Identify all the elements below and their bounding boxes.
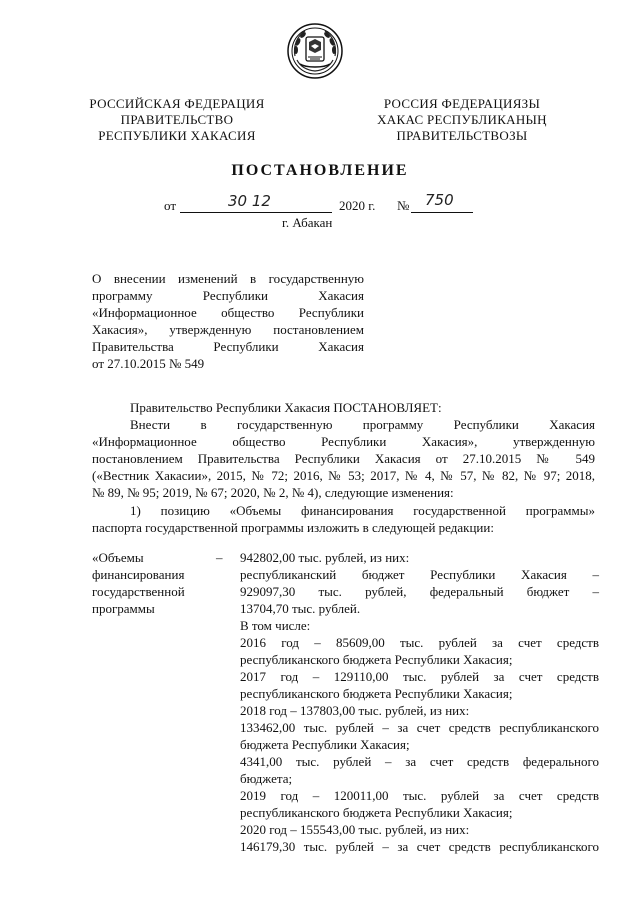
- table-right-line: 2020 год – 155543,00 тыс. рублей, из них:: [240, 822, 470, 837]
- header-right-line: ПРАВИТЕЛЬСТВОЗЫ: [396, 128, 528, 143]
- table-left-line: государственной: [92, 584, 185, 599]
- subject-line: от 27.10.2015 № 549: [92, 356, 205, 371]
- paragraph-line: постановлением Правительства Республики Хакасия от 27.10.2015 № 549: [92, 451, 595, 466]
- subject-line: программу Республики Хакасия: [92, 288, 364, 303]
- table-right-line: 2019 год – 120011,00 тыс. рублей за счет средств: [240, 788, 599, 803]
- table-right-line: республиканского бюджета Республики Хакасия;: [240, 652, 513, 667]
- paragraph-1: [92, 416, 595, 501]
- city: г. Абакан: [282, 215, 333, 230]
- subject-line: О внесении изменений в государственную: [92, 271, 364, 286]
- table-right-cell: [240, 549, 599, 855]
- subject-line: Правительства Республики Хакасия: [92, 339, 364, 354]
- paragraph-line: («Вестник Хакасии», 2015, № 72; 2016, № 53; 2017, № 4, № 57, № 82, № 97; 2018,: [92, 468, 595, 483]
- paragraph-line: № 89, № 95; 2019, № 67; 2020, № 2, № 4), следующие изменения:: [92, 485, 454, 500]
- header-left-line: РЕСПУБЛИКИ ХАКАСИЯ: [98, 128, 256, 143]
- table-right-line: 929097,30 тыс. рублей, федеральный бюджет –: [240, 584, 599, 599]
- table-right-line: бюджета;: [240, 771, 293, 786]
- table-right-line: 146179,30 тыс. рублей – за счет средств республиканского: [240, 839, 599, 854]
- number-field: [411, 191, 473, 213]
- number-sign: №: [397, 198, 410, 213]
- table-left-line: программы: [92, 601, 155, 616]
- table-right-line: 2017 год – 129110,00 тыс. рублей за счет средств: [240, 669, 599, 684]
- table-right-line: республиканского бюджета Республики Хакасия;: [240, 686, 513, 701]
- document-title: ПОСТАНОВЛЕНИЕ: [231, 162, 409, 179]
- date-field: [180, 192, 332, 213]
- table-right-line: 4341,00 тыс. рублей – за счет средств федерального: [240, 754, 599, 769]
- table-dash: –: [216, 550, 223, 565]
- header-right-line: ХАКАС РЕСПУБЛИКАНЫҢ: [377, 112, 547, 127]
- table-right-line: В том числе:: [240, 618, 311, 633]
- header-right: [362, 96, 562, 144]
- handwritten-date: 30 12: [228, 192, 271, 210]
- table-right-line: 942802,00 тыс. рублей, из них:: [240, 550, 410, 565]
- subject-line: Хакасия», утвержденную постановлением: [92, 322, 364, 337]
- table-left-cell: [92, 549, 232, 617]
- table-left-line: финансирования: [92, 567, 185, 582]
- table-right-line: 13704,70 тыс. рублей.: [240, 601, 361, 616]
- paragraph-line: Внести в государственную программу Республики Хакасия: [130, 417, 595, 432]
- decree-intro: Правительство Республики Хакасия ПОСТАНОВЛЯЕТ:: [130, 400, 442, 415]
- date-prefix: от: [164, 198, 177, 213]
- header-left-line: РОССИЙСКАЯ ФЕДЕРАЦИЯ: [89, 96, 265, 111]
- handwritten-number: 750: [425, 191, 454, 209]
- header-left-line: ПРАВИТЕЛЬСТВО: [120, 112, 234, 127]
- paragraph-2: [92, 502, 595, 536]
- table-right-line: 2018 год – 137803,00 тыс. рублей, из них:: [240, 703, 470, 718]
- header-left: [74, 96, 280, 144]
- subject-block: [92, 270, 364, 372]
- date-year: 2020 г.: [339, 198, 376, 213]
- table-left-line: «Объемы: [92, 550, 144, 565]
- table-right-line: бюджета Республики Хакасия;: [240, 737, 410, 752]
- coat-of-arms-emblem-icon: [286, 22, 344, 80]
- paragraph-line: «Информационное общество Республики Хакасия», утвержденную: [92, 434, 595, 449]
- header-right-line: РОССИЯ ФЕДЕРАЦИЯЗЫ: [383, 96, 541, 111]
- table-right-line: республиканский бюджет Республики Хакасия –: [240, 567, 599, 582]
- paragraph-line: 1) позицию «Объемы финансирования государственной программы»: [130, 503, 595, 518]
- subject-line: «Информационное общество Республики: [92, 305, 364, 320]
- table-right-line: 133462,00 тыс. рублей – за счет средств республиканского: [240, 720, 599, 735]
- table-right-line: республиканского бюджета Республики Хакасия;: [240, 805, 513, 820]
- table-right-line: 2016 год – 85609,00 тыс. рублей за счет средств: [240, 635, 599, 650]
- paragraph-line: паспорта государственной программы изложить в следующей редакции:: [92, 520, 494, 535]
